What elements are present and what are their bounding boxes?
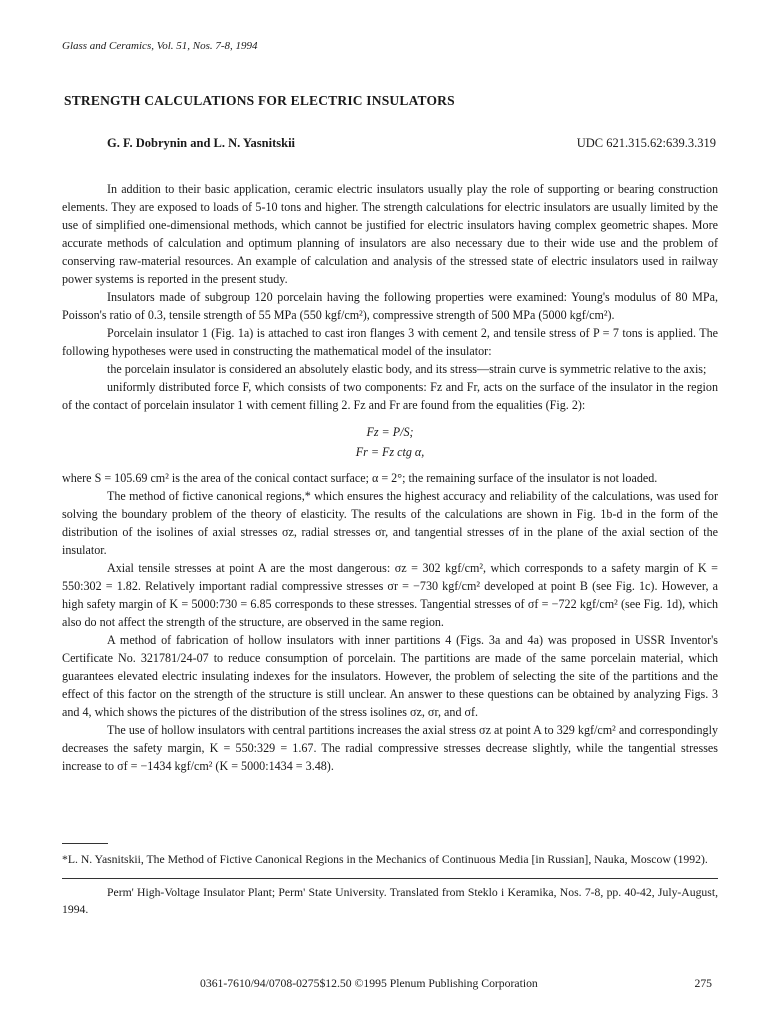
paragraph-method: The method of fictive canonical regions,* which ensures the highest accuracy and reliability of the calculations, was used for solving the boundary problem of the theory of elasticity. The results of the calculations are shown in Fig. 1b-d in the form of the distribution of the isolines of axial stresses σz, radial stresses σr, and tangential stresses σf in the plane of the axial section of the insulator. bbox=[62, 489, 718, 557]
affiliation-divider bbox=[62, 878, 718, 879]
equations bbox=[62, 422, 718, 462]
paragraph-axial-stresses: Axial tensile stresses at point A are the most dangerous: σz = 302 kgf/cm², which corresponds to a safety margin of K = 550:302 = 1.82. Relatively important radial compressive stresses σr = −730 kgf/cm² developed at point B (see Fig. 1c). However, a high safety margin of K = 5000:730 = 6.85 corresponds to these stresses. Tangential stresses of σf = −722 kgf/cm² (see Fig. 1d), which also do not affect the strength of the structure, are observed in the same region. bbox=[62, 561, 718, 629]
paragraph-central-partitions: The use of hollow insulators with central partitions increases the axial stress σz at point A to 329 kgf/cm² and correspondingly decreases the safety margin, K = 550:329 = 1.67. The radial compressive stresses decrease slightly, while the tangential stresses increase to σf = −1434 kgf/cm² (K = 5000:1434 = 3.48). bbox=[62, 723, 718, 773]
footnote-divider bbox=[62, 843, 108, 844]
paragraph-hypothesis-elastic: the porcelain insulator is considered an absolutely elastic body, and its stress—strain curve is symmetric relative to the axis; bbox=[107, 362, 707, 376]
paragraph-materials: Insulators made of subgroup 120 porcelain having the following properties were examined: Young's modulus of 80 MPa, Poisson's ratio of 0.3, tensile strength of 55 MPa (550 kgf/cm²), compressive strength of 500 MPa (5000 kgf/cm²). bbox=[62, 290, 718, 322]
equation-fr: Fr = Fz ctg α, bbox=[355, 445, 425, 459]
affiliation-text: Perm' High-Voltage Insulator Plant; Perm' State University. Translated from Steklo i Keramika, Nos. 7-8, pp. 40-42, July-August, 1994. bbox=[62, 886, 718, 916]
article-authors: G. F. Dobrynin and L. N. Yasnitskii bbox=[107, 136, 296, 150]
paragraph-intro: In addition to their basic application, ceramic electric insulators usually play the role of supporting or bearing construction elements. They are exposed to loads of 5-10 tons and higher. The strength calculations for electric insulators are usually limited by the use of simplified one-dimensional methods, which cannot be justified for electric insulators having complex geometric shapes. More accurate methods of calculation and optimum planning of insulators are also necessary due to their wide use and the problem of conserving raw-material resources. An example of calculation and analysis of the stressed state of electric insulators used in railway power systems is reported in the present study. bbox=[62, 182, 718, 286]
udc-code: UDC 621.315.62:639.3.319 bbox=[576, 136, 716, 150]
copyright-line: 0361-7610/94/0708-0275$12.50 ©1995 Plenum Publishing Corporation bbox=[200, 977, 538, 990]
article-body bbox=[62, 180, 718, 775]
equation-fz: Fz = P/S; bbox=[366, 425, 414, 439]
affiliation bbox=[62, 884, 718, 918]
footnote bbox=[62, 851, 718, 868]
journal-citation: Glass and Ceramics, Vol. 51, Nos. 7-8, 1994 bbox=[62, 40, 258, 52]
paragraph-hypothesis-force: uniformly distributed force F, which consists of two components: Fz and Fr, acts on the surface of the insulator in the region of the contact of porcelain insulator 1 with cement filling 2. Fz and Fr are found from the equalities (Fig. 2): bbox=[62, 380, 718, 412]
article-title: STRENGTH CALCULATIONS FOR ELECTRIC INSULATORS bbox=[64, 93, 455, 108]
paragraph-hollow-insulators: A method of fabrication of hollow insulators with inner partitions 4 (Figs. 3a and 4a) was proposed in USSR Inventor's Certificate No. 321781/24-07 to reduce consumption of porcelain. The partitions are made of the same porcelain material, which guarantees elevated electric insulating indexes for the insulators. However, the problem of selecting the site of the partitions and the effect of this factor on the strength of the structure is still unclear. An answer to these questions can be obtained by analyzing Figs. 3 and 4, which shows the pictures of the distribution of the stress isolines σz, σr, and σf. bbox=[62, 633, 718, 719]
paragraph-surface-area: where S = 105.69 cm² is the area of the conical contact surface; α = 2°; the remaining surface of the insulator is not loaded. bbox=[62, 471, 658, 485]
page-number: 275 bbox=[694, 977, 712, 990]
footnote-text: *L. N. Yasnitskii, The Method of Fictive Canonical Regions in the Mechanics of Continuous Media [in Russian], Nauka, Moscow (1992). bbox=[62, 853, 708, 866]
paragraph-insulator-setup: Porcelain insulator 1 (Fig. 1a) is attached to cast iron flanges 3 with cement 2, and tensile stress of P = 7 tons is applied. The following hypotheses were used in constructing the mathematical model of the insulator: bbox=[62, 326, 718, 358]
